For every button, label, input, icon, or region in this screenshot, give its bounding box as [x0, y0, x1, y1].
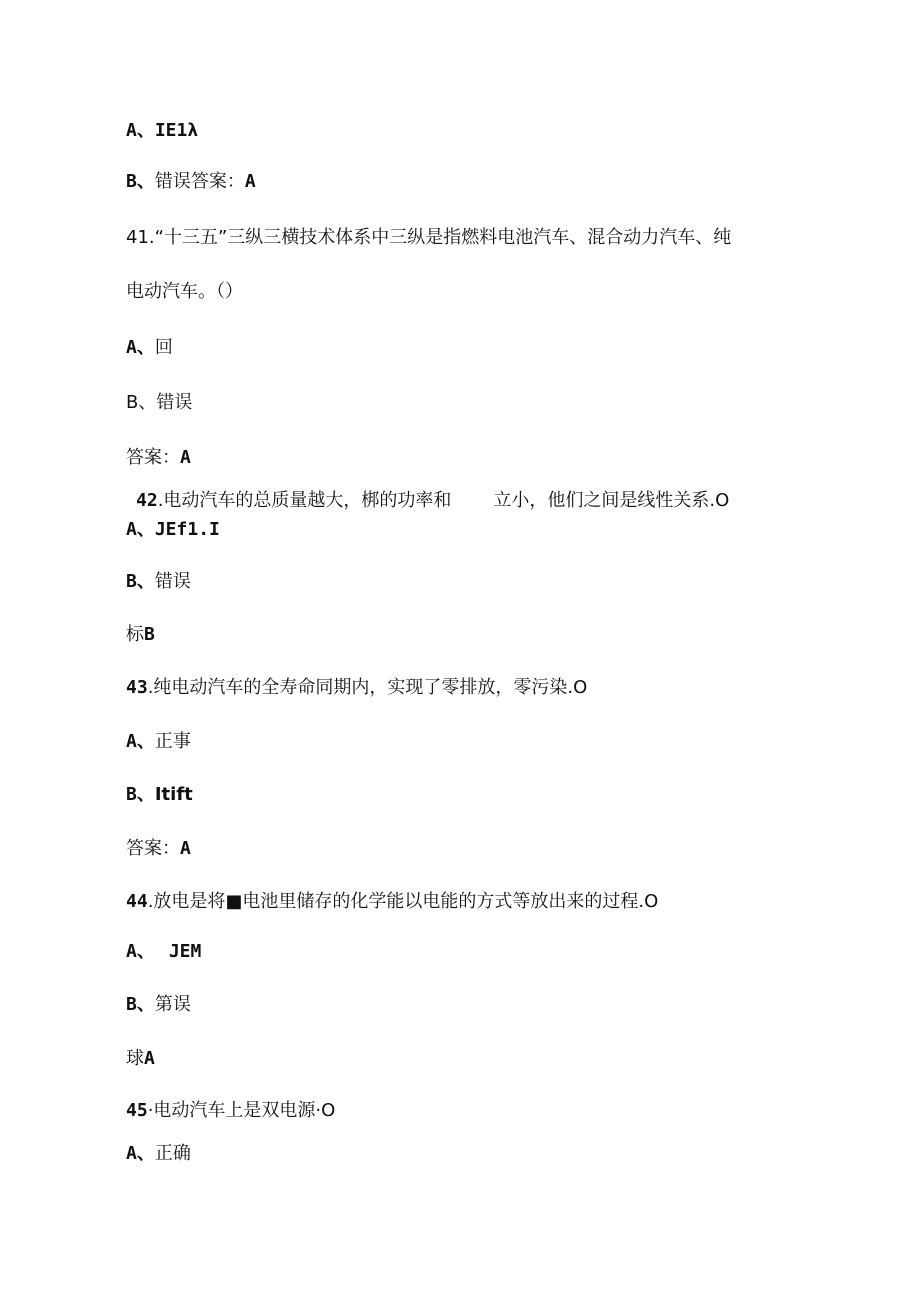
- option-b: B、错误: [126, 392, 193, 413]
- question-43: 43.纯电动汽车的全寿命同期内，实现了零排放，零污染.O: [126, 677, 588, 698]
- answer: 标B: [126, 624, 155, 645]
- answer: 球A: [126, 1048, 155, 1069]
- option-a: A、JEf1.I: [126, 519, 220, 540]
- option-b: B、Itift: [126, 784, 193, 805]
- option-b: B、第误: [126, 994, 191, 1015]
- option-a: A、 JEM: [126, 941, 202, 962]
- option-b: B、错误: [126, 571, 191, 592]
- option-a: A、回: [126, 337, 173, 358]
- question-44: 44.放电是将■电池里储存的化学能以电能的方式等放出来的过程.O: [126, 891, 659, 912]
- option-a: A、正确: [126, 1143, 191, 1164]
- answer: 答案：A: [126, 447, 191, 468]
- question-41: 41.“十三五”三纵三横技术体系中三纵是指燃料电池汽车、混合动力汽车、纯: [126, 227, 732, 248]
- option-b-answer: B、错误答案：A: [126, 171, 256, 192]
- option-a: A、正事: [126, 731, 191, 752]
- option-a: A、IE1λ: [126, 120, 199, 141]
- question-45: 45·电动汽车上是双电源·O: [126, 1100, 336, 1121]
- question-42: 42.电动汽车的总质量越大，梆的功率和 立小，他们之间是线性关系.O: [136, 490, 730, 511]
- answer: 答案：A: [126, 838, 191, 859]
- question-41-cont: 电动汽车。（）: [126, 281, 243, 302]
